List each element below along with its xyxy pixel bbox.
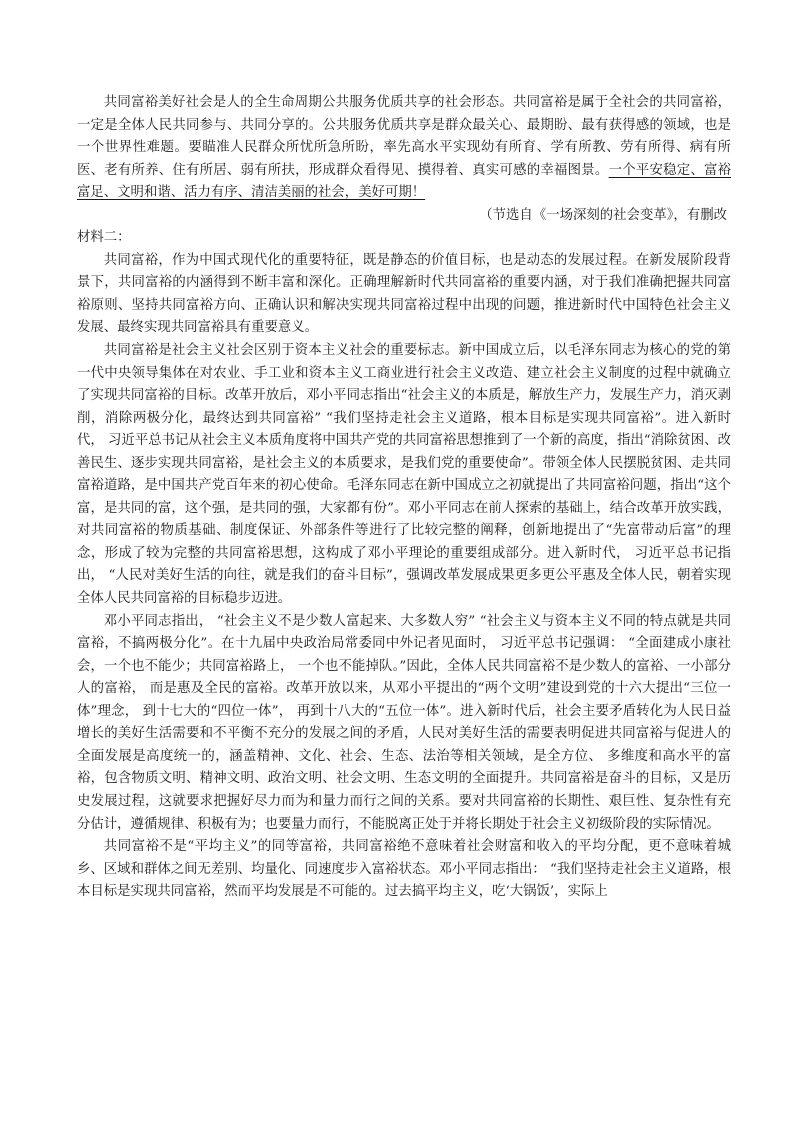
paragraph-5: 共同富裕不是“平均主义”的同等富裕，共同富裕绝不意味着社会财富和收入的平均分配，更不意味着城乡、区域和群体之间无差别、均量化、同速度步入富裕状态。邓小平同志指出： “我们坚持走社会主义道路，根本目标是实现共同富裕，然而平均发展是不可能的。过去搞平均主义，吃‘大锅饭’，实际上: [77, 839, 731, 900]
paragraph-2: 共同富裕，作为中国式现代化的重要特征，既是静态的价值目标，也是动态的发展过程。在新发展阶段背景下，共同富裕的内涵得到不断丰富和深化。正确理解新时代共同富裕的重要内涵，对于我们准确把握共同富裕原则、坚持共同富裕方向、正确认识和解决实现共同富裕过程中出现的问题，推进新时代中国特色社会主义发展、最终实现共同富裕具有重要意义。: [77, 252, 731, 336]
paragraph-1: [77, 92, 731, 205]
paragraph-4: 邓小平同志指出， “社会主义不是少数人富起来、大多数人穷” “社会主义与资本主义不同的特点就是共同富裕，不搞两极分化”。在十九届中央政治局常委同中外记者见面时， 习近平总书记强调： “全面建成小康社会，一个也不能少；共同富裕路上， 一个也不能掉队。”因此，全体人民共同富裕不是少数人的富裕、一小部分人的富裕， 而是惠及全民的富裕。改革开放以来，从邓小平提出的“两个文明”建设到党的十六大提出“三位一体”理念， 到十七大的“四位一体”， 再到十八大的“五位一体”。进入新时代后，社会主要矛盾转化为人民日益增长的美好生活需要和不平衡不充分的发展之间的矛盾，人民对美好生活的需要表明促进共同富裕与促进人的全面发展是高度统一的，涵盖精神、文化、社会、生态、法治等相关领域，是全方位、 多维度和高水平的富裕，包含物质文明、精神文明、政治文明、社会文明、生态文明的全面提升。共同富裕是奋斗的目标，又是历史发展过程，这就要求把握好尽力而为和量力而行之间的关系。要对共同富裕的长期性、艰巨性、复杂性有充分估计，遵循规律、积极有为；也要量力而行，不能脱离正处于并将长期处于社会主义初级阶段的实际情况。: [77, 613, 731, 832]
material-label: 材料二：: [77, 230, 131, 246]
underlined-sentence: 一个平安稳定、富裕富足、文明和谐、活力有序、清洁美丽的社会，美好可期！: [77, 162, 732, 201]
source-citation: （节选自《一场深刻的社会变革》，有删改: [479, 207, 727, 223]
paragraph-1-text: 共同富裕美好社会是人的全生命周期公共服务优质共享的社会形态。共同富裕是属于全社会的共同富裕，一定是全体人民共同参与、共同分享的。公共服务优质共享是群众最关心、最期盼、最有获得感的领域，也是一个世界性难题。要瞄准人民群众所忧所急所盼，率先高水平实现幼有所育、学有所教、劳有所得、病有所医、老有所养、住有所居、弱有所扶，形成群众看得见、摸得着、真实可感的幸福图景。: [77, 95, 731, 178]
paragraph-3: 共同富裕是社会主义社会区别于资本主义社会的重要标志。新中国成立后，以毛泽东同志为核心的党的第一代中央领导集体在对农业、手工业和资本主义工商业进行社会主义改造、建立社会主义制度的过程中就确立了实现共同富裕的目标。改革开放后，邓小平同志指出“社会主义的本质是，解放生产力，发展生产力，消灭剥削，消除两极分化，最终达到共同富裕” “我们坚持走社会主义道路，根本目标是实现共同富裕”。进入新时代， 习近平总书记从社会主义本质角度将中国共产党的共同富裕思想推到了一个新的高度，指出“消除贫困、改善民生、逐步实现共同富裕，是社会主义的本质要求，是我们党的重要使命”。带领全体人民摆脱贫困、走共同富裕道路，是中国共产党百年来的初心使命。毛泽东同志在新中国成立之初就提出了共同富裕问题，指出“这个富，是共同的富，这个强，是共同的强，大家都有份”。邓小平同志在前人探索的基础上，结合改革开放实践，对共同富裕的物质基础、制度保证、外部条件等进行了比较完整的阐释，创新地提出了“先富带动后富”的理念，形成了较为完整的共同富裕思想，这构成了邓小平理论的重要组成部分。进入新时代， 习近平总书记指出， “人民对美好生活的向往，就是我们的奋斗目标”，强调改革发展成果更多更公平惠及全体人民，朝着实现全体人民共同富裕的目标稳步迈进。: [77, 343, 731, 607]
document-page: [77, 92, 731, 904]
